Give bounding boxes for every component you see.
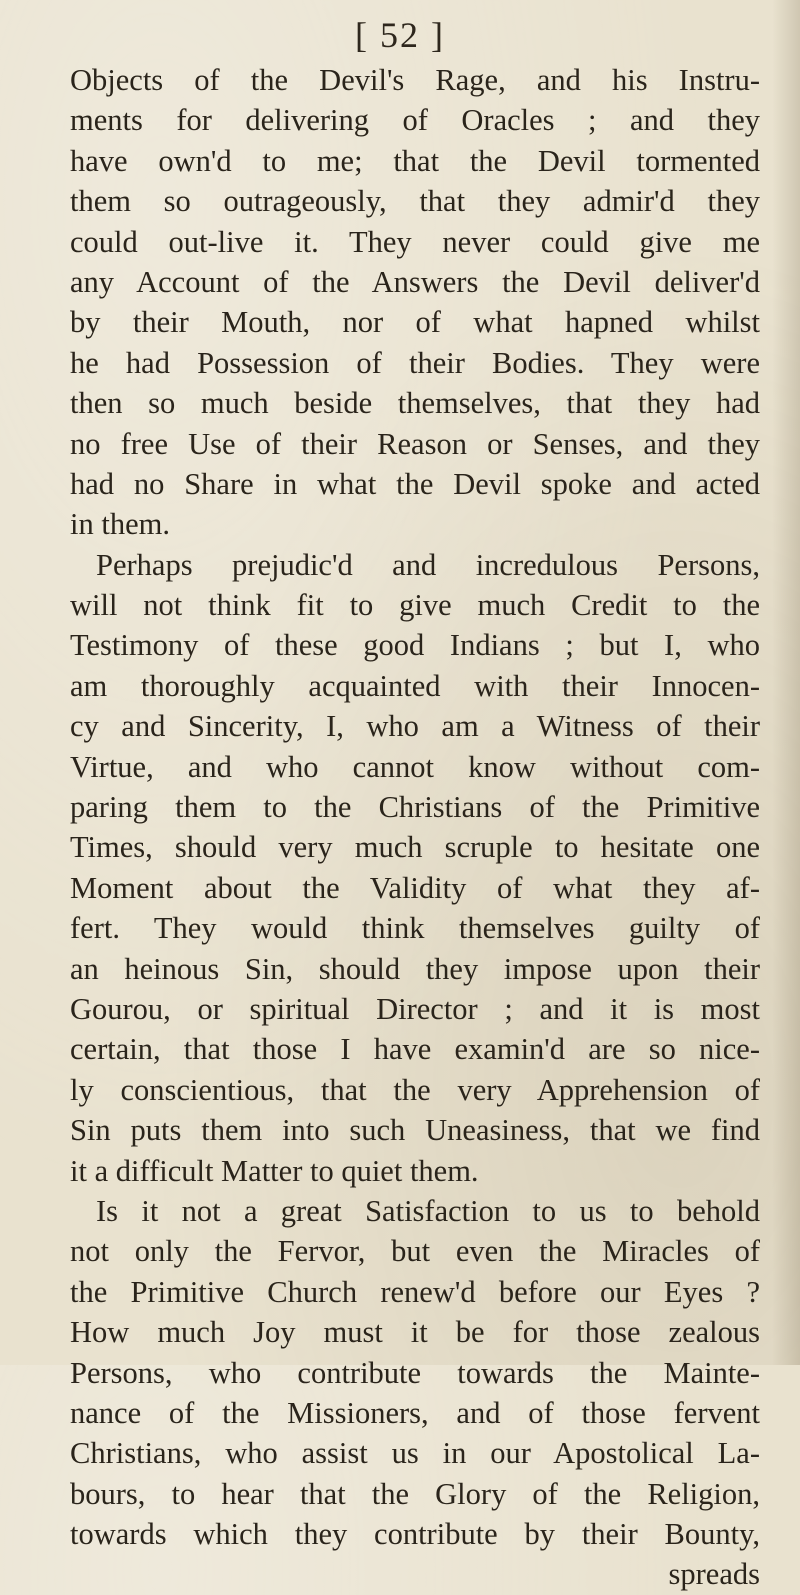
text-line: cy and Sincerity, I, who am a Witness of their: [70, 709, 760, 744]
text-line: fert. They would think themselves guilty of: [70, 911, 760, 946]
page-edge-shadow: [772, 0, 800, 1365]
text-line: then so much beside themselves, that they had: [70, 386, 760, 421]
text-line: Objects of the Devil's Rage, and his Instru-: [70, 63, 760, 97]
text-line: have own'd to me; that the Devil tormented: [70, 143, 760, 178]
text-line: ly conscientious, that the very Apprehension of: [70, 1072, 760, 1107]
text-line: Testimony of these good Indians ; but I, who: [70, 628, 760, 663]
text-line: How much Joy must it be for those zealous: [70, 1315, 760, 1350]
text-line: could out-live it. They never could give me: [70, 224, 760, 259]
text-line: it a difficult Matter to quiet them.: [70, 1153, 479, 1188]
text-line: Is it not a great Satisfaction to us to behold: [96, 1193, 760, 1228]
text-line: Persons, who contribute towards the Mainte-: [70, 1355, 760, 1390]
text-line: Christians, who assist us in our Apostolical La-: [70, 1436, 760, 1471]
text-line: any Account of the Answers the Devil deliver'd: [70, 264, 760, 299]
text-line: am thoroughly acquainted with their Innocen-: [70, 668, 760, 703]
text-line: Moment about the Validity of what they af-: [70, 870, 760, 905]
text-line: not only the Fervor, but even the Miracles of: [70, 1234, 760, 1269]
text-line: Perhaps prejudic'd and incredulous Persons,: [96, 547, 760, 582]
text-line: will not think fit to give much Credit to the: [70, 588, 760, 623]
text-line: bours, to hear that the Glory of the Religion,: [70, 1476, 760, 1511]
catchword: spreads: [668, 1557, 760, 1592]
text-line: towards which they contribute by their Bounty,: [70, 1517, 760, 1552]
text-line: Virtue, and who cannot know without com-: [70, 749, 760, 784]
text-line: Times, should very much scruple to hesitate one: [70, 830, 760, 865]
text-line: paring them to the Christians of the Primitive: [70, 790, 760, 825]
text-line: by their Mouth, nor of what hapned whilst: [70, 305, 760, 340]
text-line: an heinous Sin, should they impose upon their: [70, 951, 760, 986]
text-line: them so outrageously, that they admir'd they: [70, 184, 760, 219]
text-line: Sin puts them into such Uneasiness, that we find: [70, 1113, 760, 1148]
text-line: certain, that those I have examin'd are so nice-: [70, 1032, 760, 1067]
text-line: had no Share in what the Devil spoke and acted: [70, 466, 760, 501]
text-line: Gourou, or spiritual Director ; and it is most: [70, 991, 760, 1026]
text-line: no free Use of their Reason or Senses, and they: [70, 426, 760, 461]
text-line: ments for delivering of Oracles ; and they: [70, 103, 760, 138]
text-line: in them.: [70, 507, 170, 542]
text-line: he had Possession of their Bodies. They were: [70, 345, 760, 380]
text-line: nance of the Missioners, and of those fervent: [70, 1395, 760, 1430]
page-number: [ 52 ]: [355, 15, 445, 55]
text-line: the Primitive Church renew'd before our Eyes ?: [70, 1274, 760, 1309]
